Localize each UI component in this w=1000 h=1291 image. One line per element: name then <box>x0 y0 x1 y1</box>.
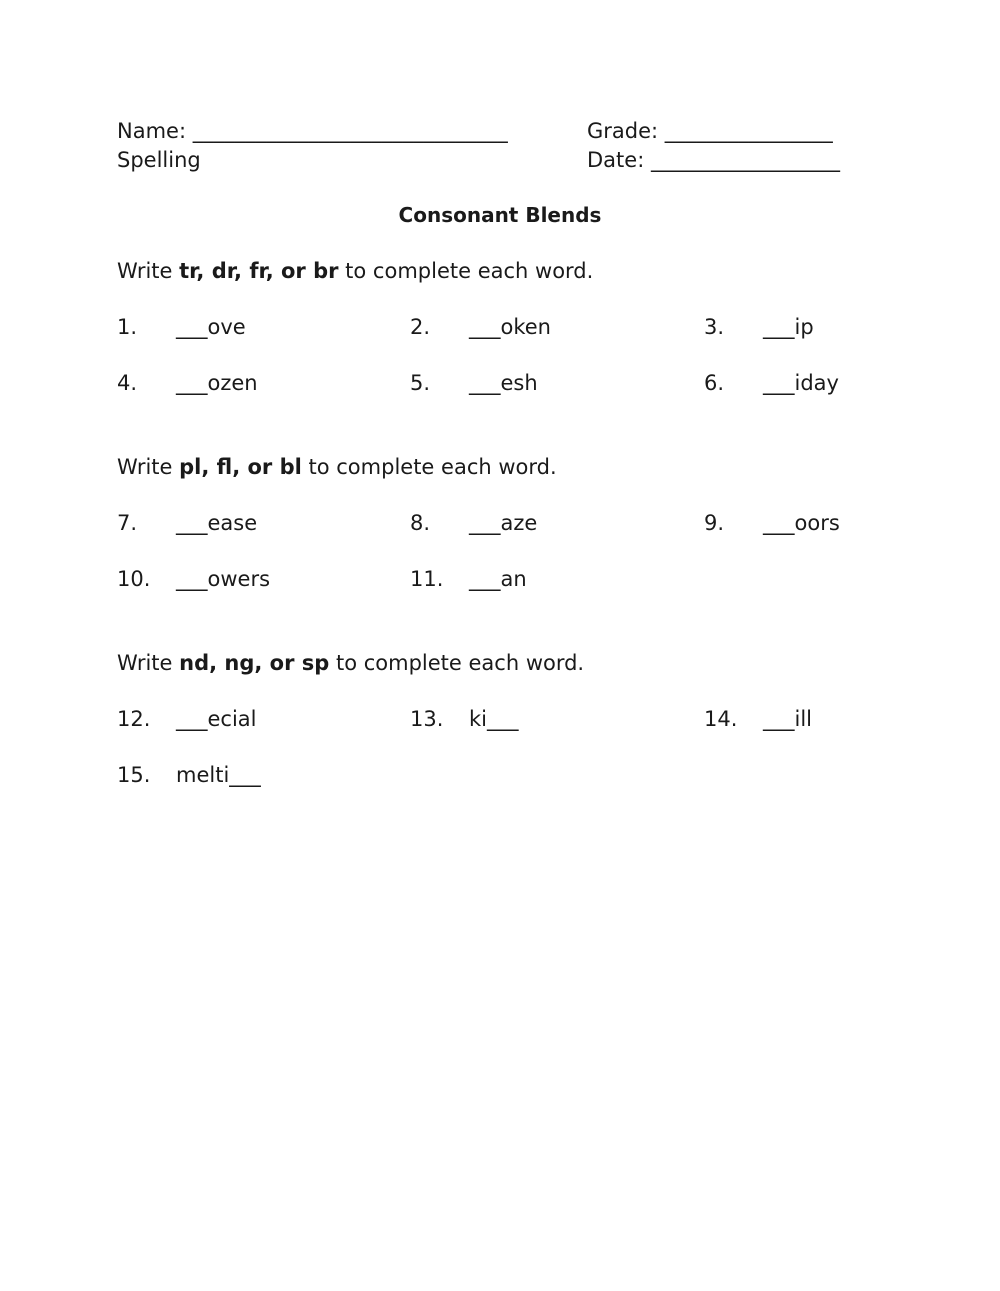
grade-field: Grade: ________________ <box>587 119 833 143</box>
item-word: ___ease <box>176 511 258 535</box>
item-word: ___ip <box>763 315 814 339</box>
item-number: 11. <box>410 567 444 591</box>
date-field: Date: __________________ <box>587 148 840 172</box>
item-number: 7. <box>117 511 138 535</box>
subject-label: Spelling <box>117 148 201 172</box>
instruction-text: Write <box>117 455 180 479</box>
item-word: ___oors <box>763 511 840 535</box>
item-word: ___owers <box>176 567 271 591</box>
item-number: 2. <box>410 315 431 339</box>
item-word: ki___ <box>469 707 519 731</box>
name-field: Name: ______________________________ <box>117 119 508 143</box>
page-title: Consonant Blends <box>398 203 602 227</box>
section-3-instruction <box>117 649 584 677</box>
instruction-text: Write <box>117 259 180 283</box>
item-word: ___ecial <box>176 707 257 731</box>
item-number: 13. <box>410 707 444 731</box>
instruction-text: Write <box>117 651 180 675</box>
item-word: ___ozen <box>176 371 258 395</box>
instruction-text: to complete each word. <box>338 259 594 283</box>
section-2-instruction <box>117 453 557 481</box>
item-number: 14. <box>704 707 738 731</box>
item-number: 4. <box>117 371 138 395</box>
item-word: ___oken <box>469 315 551 339</box>
item-word: ___esh <box>469 371 538 395</box>
item-number: 6. <box>704 371 725 395</box>
item-number: 5. <box>410 371 431 395</box>
item-number: 12. <box>117 707 151 731</box>
item-number: 3. <box>704 315 725 339</box>
instruction-blends: tr, dr, fr, or br <box>179 259 339 283</box>
item-number: 9. <box>704 511 725 535</box>
item-word: ___aze <box>469 511 538 535</box>
item-word: ___iday <box>763 371 839 395</box>
item-word: melti___ <box>176 763 261 787</box>
instruction-text: to complete each word. <box>301 455 557 479</box>
section-1-instruction <box>117 257 593 285</box>
item-word: ___ove <box>176 315 246 339</box>
item-number: 10. <box>117 567 151 591</box>
item-number: 8. <box>410 511 431 535</box>
item-number: 1. <box>117 315 138 339</box>
item-number: 15. <box>117 763 151 787</box>
item-word: ___an <box>469 567 527 591</box>
instruction-blends: pl, fl, or bl <box>179 455 302 479</box>
instruction-blends: nd, ng, or sp <box>179 651 330 675</box>
instruction-text: to complete each word. <box>329 651 585 675</box>
item-word: ___ill <box>763 707 813 731</box>
